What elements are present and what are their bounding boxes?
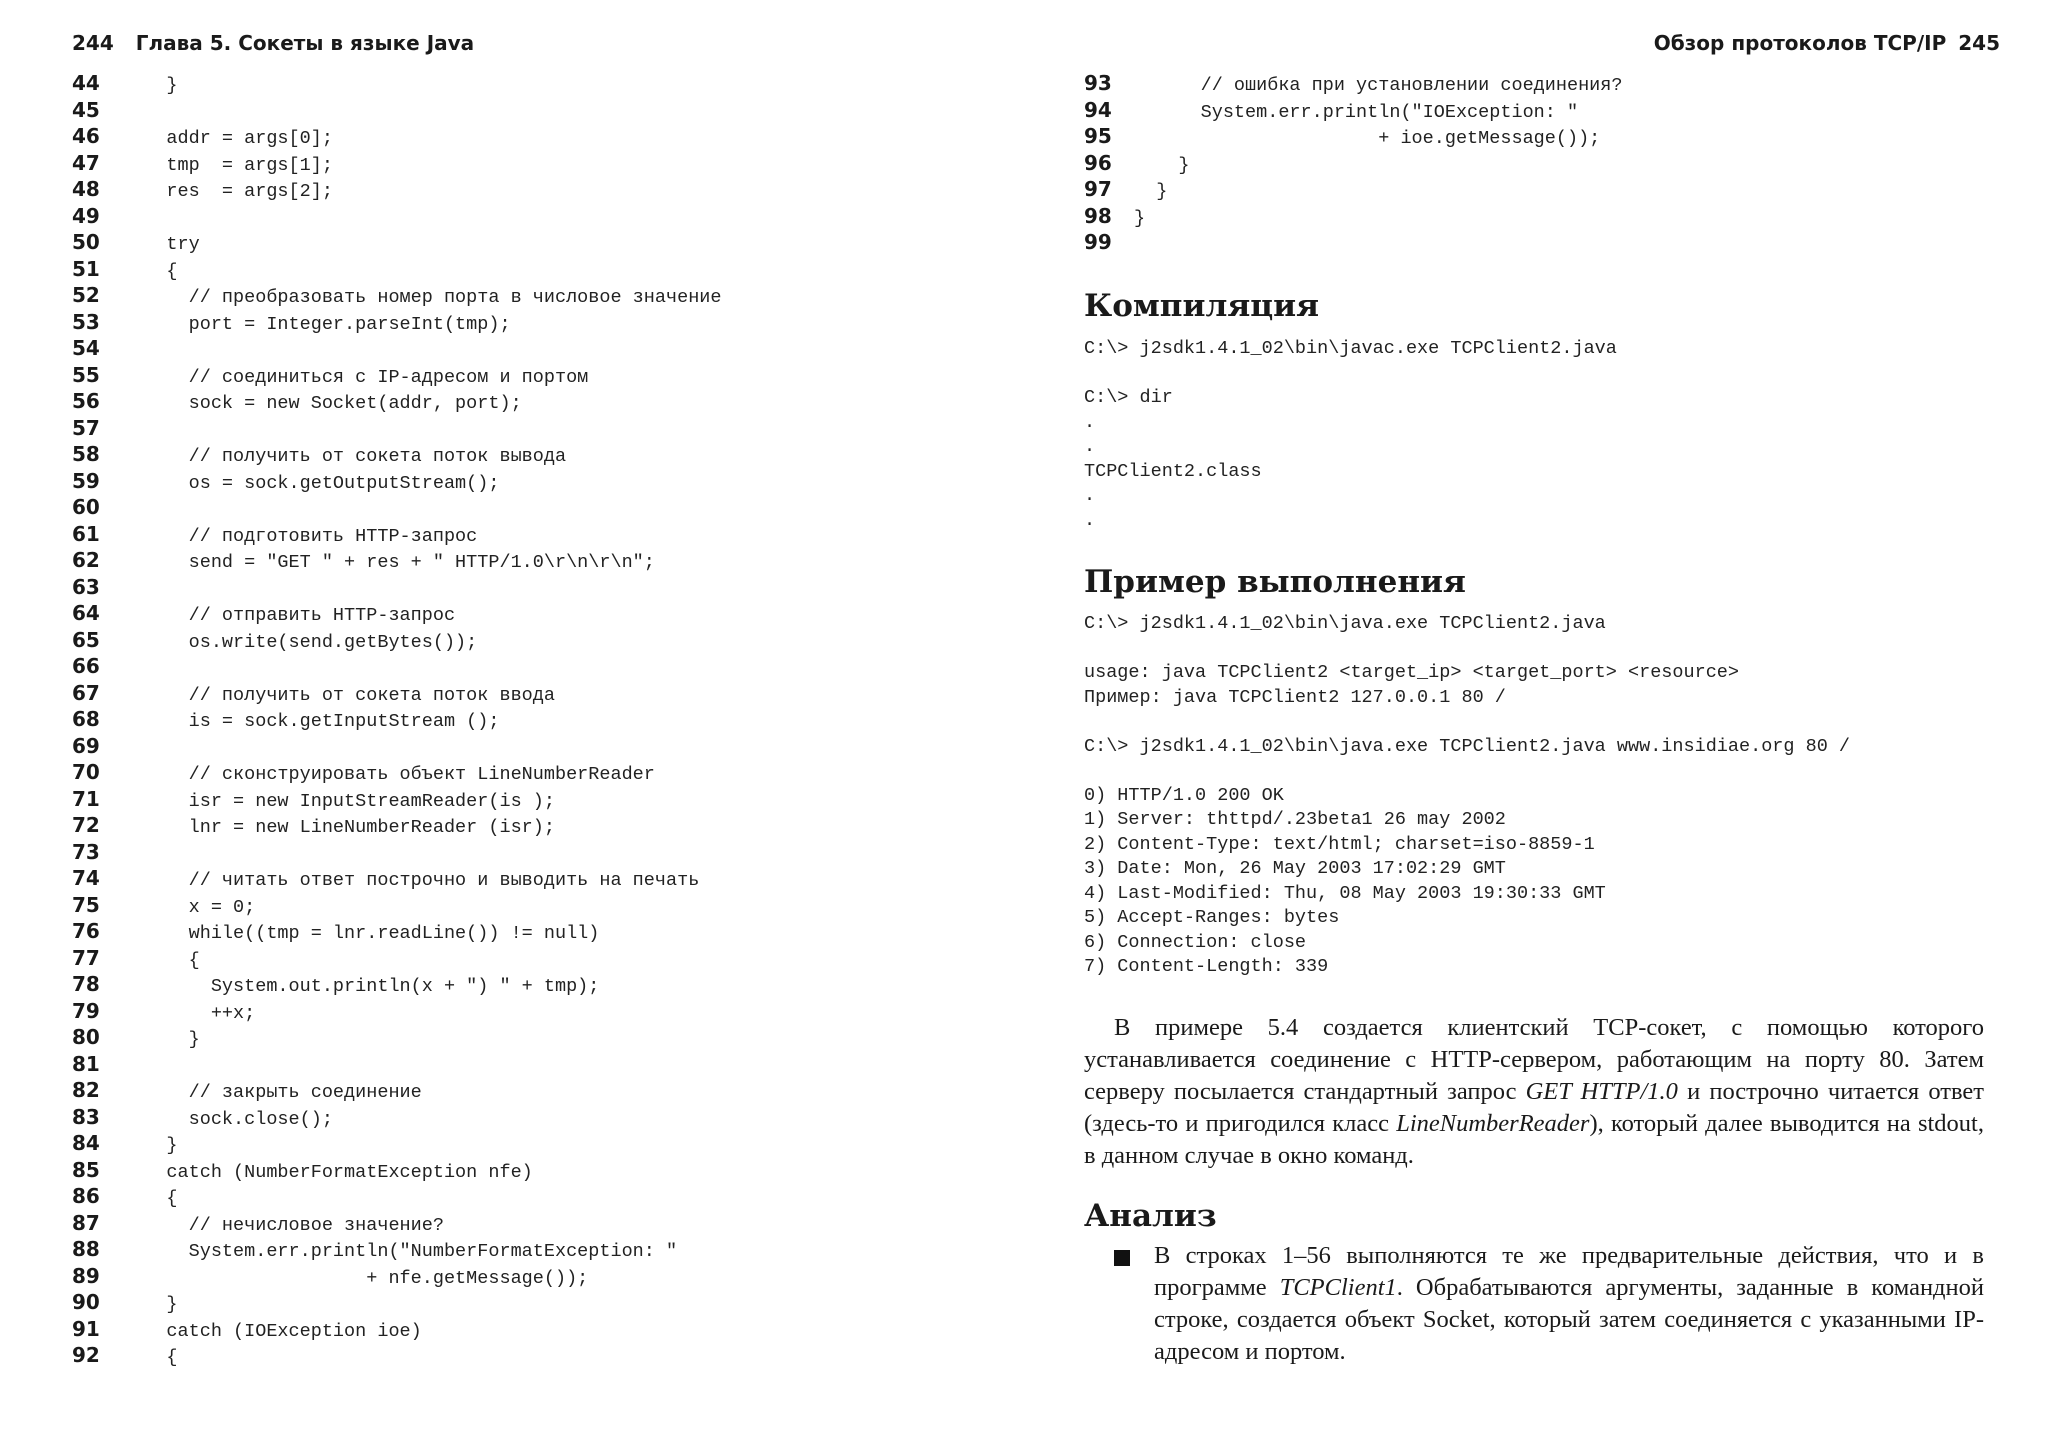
code-line <box>72 680 722 707</box>
code-text: tmp = args[1]; <box>122 154 333 176</box>
heading-analysis: Анализ <box>1084 1198 1217 1234</box>
code-text: catch (IOException ioe) <box>122 1320 422 1342</box>
line-number: 82 <box>72 1078 100 1102</box>
code-line <box>72 1210 722 1237</box>
code-text: System.out.println(x + ") " + tmp); <box>122 976 600 997</box>
right-page <box>1024 0 2048 1447</box>
line-number: 74 <box>72 866 100 890</box>
heading-run-example: Пример выполнения <box>1084 564 1466 600</box>
bullet-square-icon <box>1114 1250 1130 1266</box>
code-text: sock.close(); <box>122 1108 333 1130</box>
code-text: // нечисловое значение? <box>122 1214 444 1236</box>
line-number: 89 <box>72 1263 100 1288</box>
code-line <box>72 123 722 150</box>
code-text: // преобразовать номер порта в числовое значение <box>122 287 722 308</box>
line-number: 78 <box>72 972 100 996</box>
run-output-line: 5) Accept-Ranges: bytes <box>1084 907 1340 928</box>
line-number: 63 <box>72 574 100 599</box>
code-text: } <box>122 1135 178 1156</box>
line-number: 81 <box>72 1051 100 1076</box>
line-number: 45 <box>72 97 100 122</box>
code-line <box>72 176 722 203</box>
line-number: 65 <box>72 627 100 652</box>
line-number: 49 <box>72 203 100 228</box>
code-text: { <box>122 260 178 282</box>
line-number: 71 <box>72 786 100 811</box>
code-text: ++x; <box>122 1002 256 1024</box>
code-line <box>72 1183 722 1210</box>
code-line <box>72 998 722 1025</box>
line-number: 95 <box>1084 124 1112 148</box>
compile-output-line: TCPClient2.class <box>1084 460 1262 482</box>
line-number: 56 <box>72 389 100 413</box>
line-number: 61 <box>72 521 100 546</box>
code-line <box>72 1342 722 1369</box>
code-line <box>72 388 722 415</box>
run-output-line: Пример: java TCPClient2 127.0.0.1 80 / <box>1084 686 1506 708</box>
paragraph-italic-request: GET HTTP/1.0 <box>1525 1078 1678 1105</box>
run-output-line: 3) Date: Mon, 26 May 2003 17:02:29 GMT <box>1084 858 1506 879</box>
code-line <box>72 918 722 945</box>
line-number: 59 <box>72 468 100 493</box>
code-line <box>72 971 722 998</box>
paragraph-text-2: и построчно читается ответ (здесь-то и пригодился класс <box>1084 1078 1984 1137</box>
code-text: // соединиться с IP-адресом и портом <box>122 366 589 388</box>
code-listing-left <box>72 70 722 1369</box>
line-number: 50 <box>72 230 100 254</box>
run-output-line <box>1084 759 1850 784</box>
line-number: 80 <box>72 1025 100 1049</box>
line-number: 69 <box>72 733 100 758</box>
paragraph-text-1: В примере 5.4 создается клиентский TCP-сокет, с помощью которого устанавливается соединение с HTTP-сервером, работающим на порту 80. Затем серверу посылается стандартный запрос <box>1084 1014 1984 1105</box>
line-number: 76 <box>72 919 100 943</box>
code-text: { <box>122 1347 178 1368</box>
line-number: 72 <box>72 813 100 837</box>
run-output-line: 4) Last-Modified: Thu, 08 May 2003 19:30:33 GMT <box>1084 882 1606 904</box>
chapter-title: Глава 5. Сокеты в языке Java <box>135 31 475 55</box>
code-line <box>72 441 722 468</box>
run-output-line: 6) Connection: close <box>1084 931 1307 953</box>
bullet-text-1: В строках 1–56 выполняются те же предварительные действия, что и в программе <box>1154 1242 1984 1301</box>
run-output-line: usage: java TCPClient2 <target_ip> <target_port> <resource> <box>1084 662 1740 683</box>
code-line <box>1084 70 1622 97</box>
run-output-line: 1) Server: thttpd/.23beta1 26 may 2002 <box>1084 809 1506 830</box>
line-number: 97 <box>1084 177 1112 201</box>
line-number: 54 <box>72 336 100 360</box>
code-line <box>72 1263 722 1290</box>
code-text: } <box>1134 207 1146 229</box>
code-line <box>72 945 722 972</box>
running-head-right <box>1654 28 2000 58</box>
code-line <box>72 1051 722 1078</box>
code-text: System.err.println("IOException: " <box>1134 101 1579 123</box>
code-line <box>72 1077 722 1104</box>
line-number: 83 <box>72 1104 100 1129</box>
code-text: // сконструировать объект LineNumberReader <box>122 764 655 785</box>
code-line <box>72 574 722 601</box>
code-text: isr = new InputStreamReader(is ); <box>122 790 555 812</box>
code-line <box>72 335 722 362</box>
line-number: 53 <box>72 309 100 334</box>
code-line <box>72 706 722 733</box>
code-text: port = Integer.parseInt(tmp); <box>122 313 511 335</box>
code-line <box>72 415 722 442</box>
line-number: 96 <box>1084 150 1112 175</box>
line-number: 79 <box>72 998 100 1023</box>
code-text: lnr = new LineNumberReader (isr); <box>122 817 555 838</box>
code-text: addr = args[0]; <box>122 128 333 149</box>
compile-output-line: . <box>1084 411 1096 433</box>
code-text: + ioe.getMessage()); <box>1134 128 1601 149</box>
run-output-line: C:\> j2sdk1.4.1_02\bin\java.exe TCPClient2.java www.insidiae.org 80 / <box>1084 735 1851 757</box>
line-number: 75 <box>72 892 100 917</box>
run-output-line: C:\> j2sdk1.4.1_02\bin\java.exe TCPClient2.java <box>1084 613 1606 634</box>
line-number: 99 <box>1084 230 1112 254</box>
code-line <box>1084 123 1622 150</box>
compile-output-line: . <box>1084 485 1096 506</box>
code-text: catch (NumberFormatException nfe) <box>122 1161 533 1183</box>
line-number: 77 <box>72 945 100 970</box>
code-line <box>72 150 722 177</box>
code-line <box>72 865 722 892</box>
code-text: } <box>122 1029 200 1050</box>
line-number: 47 <box>72 150 100 175</box>
line-number: 91 <box>72 1316 100 1341</box>
code-text: sock = new Socket(addr, port); <box>122 393 522 414</box>
line-number: 52 <box>72 283 100 307</box>
compile-output-line <box>1084 362 1617 387</box>
code-line <box>72 1316 722 1343</box>
body-paragraph <box>1084 1012 1984 1172</box>
line-number: 67 <box>72 680 100 705</box>
running-head-left <box>72 28 474 58</box>
line-number: 46 <box>72 124 100 148</box>
code-line <box>72 309 722 336</box>
run-output-line: 0) HTTP/1.0 200 OK <box>1084 784 1284 806</box>
code-line <box>72 653 722 680</box>
code-text: // закрыть соединение <box>122 1082 422 1103</box>
code-listing-right <box>1084 70 1622 256</box>
compile-output-line: C:\> j2sdk1.4.1_02\bin\javac.exe TCPClient2.java <box>1084 338 1617 359</box>
line-number: 98 <box>1084 203 1112 228</box>
bullet-item <box>1114 1240 1984 1368</box>
compile-output <box>1084 337 1617 533</box>
code-text: os = sock.getOutputStream(); <box>122 472 500 494</box>
bullet-italic-program: TCPClient1 <box>1279 1274 1397 1301</box>
line-number: 88 <box>72 1237 100 1261</box>
line-number: 57 <box>72 415 100 440</box>
section-running-title: Обзор протоколов TCP/IP <box>1653 31 1947 55</box>
code-text: } <box>1134 181 1168 202</box>
line-number: 68 <box>72 707 100 731</box>
code-line <box>72 1236 722 1263</box>
code-line <box>72 256 722 283</box>
line-number: 90 <box>72 1290 100 1314</box>
code-line <box>72 627 722 654</box>
code-line <box>72 229 722 256</box>
run-output-line <box>1084 637 1850 662</box>
code-text: + nfe.getMessage()); <box>122 1267 589 1289</box>
compile-output-line: C:\> dir <box>1084 387 1173 408</box>
line-number: 64 <box>72 601 100 625</box>
code-text: System.err.println("NumberFormatException: " <box>122 1241 678 1262</box>
line-number: 93 <box>1084 71 1112 95</box>
code-line <box>72 468 722 495</box>
code-text: res = args[2]; <box>122 181 333 202</box>
code-line <box>1084 97 1622 124</box>
line-number: 48 <box>72 177 100 201</box>
code-line <box>72 1130 722 1157</box>
line-number: 51 <box>72 256 100 281</box>
line-number: 87 <box>72 1210 100 1235</box>
run-output <box>1084 612 1850 980</box>
code-line <box>72 1157 722 1184</box>
page-number-right: 245 <box>1958 31 2000 55</box>
code-line <box>1084 150 1622 177</box>
code-text: } <box>122 75 178 96</box>
code-line <box>72 203 722 230</box>
code-line <box>72 547 722 574</box>
code-line <box>72 1104 722 1131</box>
code-line <box>72 494 722 521</box>
paragraph-italic-class: LineNumberReader <box>1396 1110 1590 1137</box>
code-text: // получить от сокета поток вывода <box>122 446 567 467</box>
code-text: { <box>122 1188 178 1209</box>
code-text: } <box>1134 154 1190 176</box>
run-output-line <box>1084 710 1850 735</box>
code-text: while((tmp = lnr.readLine()) != null) <box>122 923 600 944</box>
code-line <box>72 521 722 548</box>
run-output-line: 2) Content-Type: text/html; charset=iso-8859-1 <box>1084 833 1595 855</box>
code-line <box>72 1024 722 1051</box>
compile-output-line: . <box>1084 509 1096 531</box>
code-line <box>1084 176 1622 203</box>
line-number: 73 <box>72 839 100 864</box>
line-number: 94 <box>1084 97 1112 122</box>
code-text: x = 0; <box>122 896 256 918</box>
code-text: // читать ответ построчно и выводить на печать <box>122 870 700 891</box>
code-line <box>72 97 722 124</box>
code-text: // отправить HTTP-запрос <box>122 605 456 626</box>
line-number: 44 <box>72 71 100 95</box>
line-number: 60 <box>72 495 100 519</box>
code-text: send = "GET " + res + " HTTP/1.0\r\n\r\n"; <box>122 552 655 573</box>
code-line <box>72 1289 722 1316</box>
line-number: 70 <box>72 760 100 784</box>
page-number-left: 244 <box>72 31 114 55</box>
code-line <box>72 812 722 839</box>
code-line <box>72 362 722 389</box>
paragraph-text-3: ), который далее выводится на stdout, в данном случае в окно команд. <box>1084 1110 1984 1169</box>
bullet-text <box>1154 1240 1984 1368</box>
code-text: is = sock.getInputStream (); <box>122 711 500 732</box>
code-line <box>1084 203 1622 230</box>
code-text: // получить от сокета поток ввода <box>122 684 555 706</box>
line-number: 86 <box>72 1184 100 1208</box>
code-line <box>72 759 722 786</box>
code-text: { <box>122 949 200 971</box>
code-text: // ошибка при установлении соединения? <box>1134 75 1623 96</box>
line-number: 62 <box>72 548 100 572</box>
bullet-text-2: . Обрабатываются аргументы, заданные в командной строке, создается объект Socket, который затем соединяется с указанными IP-адресом и портом. <box>1154 1274 1984 1365</box>
code-line <box>72 282 722 309</box>
code-line <box>72 786 722 813</box>
code-line <box>72 600 722 627</box>
code-text: // подготовить HTTP-запрос <box>122 525 478 547</box>
line-number: 84 <box>72 1131 100 1155</box>
code-line <box>72 70 722 97</box>
compile-output-line: . <box>1084 436 1096 457</box>
line-number: 85 <box>72 1157 100 1182</box>
code-line <box>72 839 722 866</box>
heading-compilation: Компиляция <box>1084 288 1320 324</box>
code-text: } <box>122 1294 178 1315</box>
code-text: os.write(send.getBytes()); <box>122 631 478 653</box>
line-number: 55 <box>72 362 100 387</box>
code-line <box>1084 229 1622 256</box>
code-line <box>72 733 722 760</box>
run-output-line: 7) Content-Length: 339 <box>1084 956 1329 977</box>
line-number: 92 <box>72 1343 100 1367</box>
line-number: 58 <box>72 442 100 466</box>
code-line <box>72 892 722 919</box>
code-text: try <box>122 234 200 255</box>
line-number: 66 <box>72 654 100 678</box>
